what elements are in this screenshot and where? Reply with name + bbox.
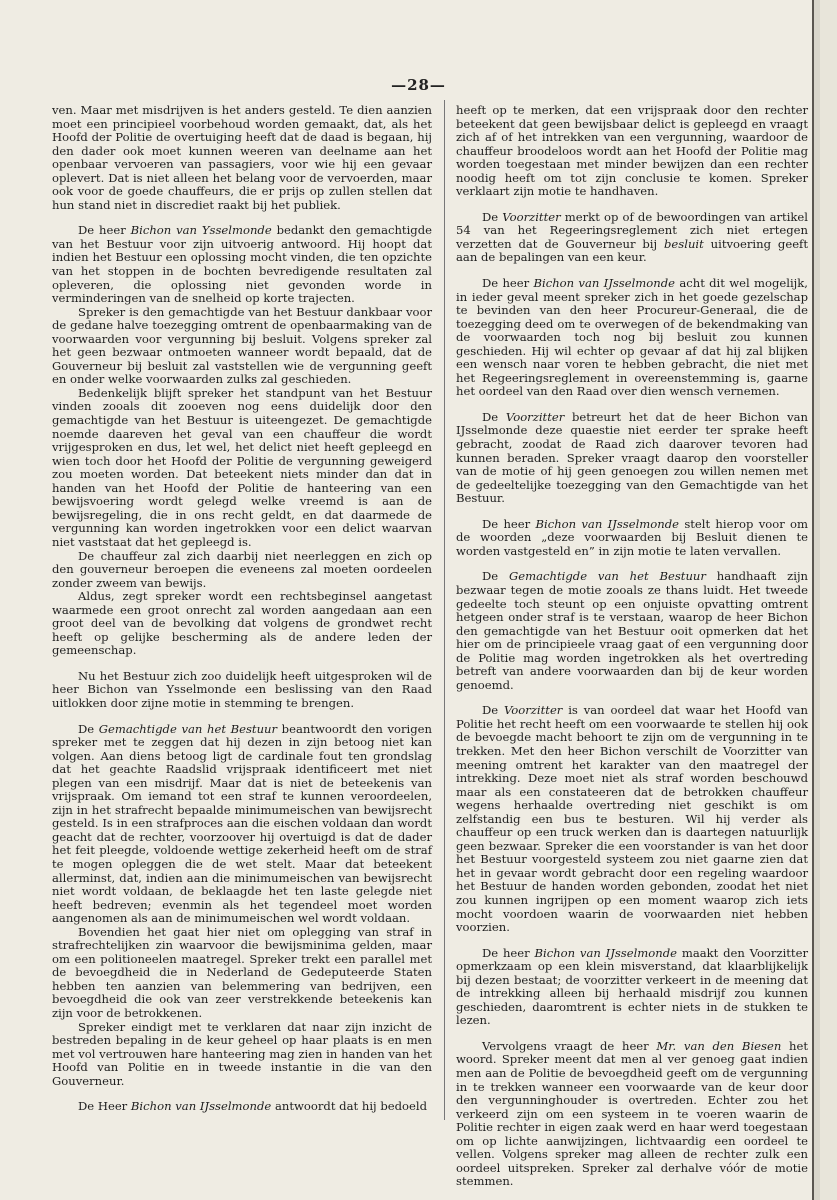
text-run: Spreker eindigt met te verklaren dat naar zijn inzicht de bestreden bepaling in de keur geheel op haar plaats is en men met vol vertrouwen hare hanteering mag zien in handen van het Hoofd van Politie en in tweede instantie in die van den Gouverneur. xyxy=(52,1019,432,1088)
paragraph xyxy=(52,387,432,550)
italic-name: Bichon van IJsselmonde xyxy=(130,1099,272,1114)
page-number: —28— xyxy=(391,76,446,94)
paragraph xyxy=(52,550,432,591)
left-column xyxy=(52,104,432,1114)
italic-name: Mr. van den Biesen xyxy=(656,1038,782,1053)
paragraph xyxy=(456,277,808,399)
text-run: stelt hierop voor om de woorden „deze voorwaarden bij Besluit dienen te worden vastgesteld en” in zijn motie te laten vervallen. xyxy=(456,516,809,558)
text-run: bedankt den gemachtigde van het Bestuur voor zijn uitvoerig antwoord. Hij hoopt dat indien het Bestuur een oplossing mocht vinden, die ten opzichte van het stoppen in de bochten bevredigende resultaten zal opleveren, die oplossing niet gevonden worde in verminderingen van de snelheid op korte trajecten. xyxy=(52,223,433,306)
text-run: Vervolgens vraagt de heer xyxy=(482,1038,657,1053)
paragraph xyxy=(52,670,432,711)
italic-name: besluit xyxy=(664,236,704,251)
text-run: De heer xyxy=(482,516,536,531)
text-run: ven. Maar met misdrijven is het anders gesteld. Te dien aanzien moet een principieel voorbehoud worden gemaakt, dat, als het Hoofd der Politie de overtuiging heeft dat de daad is begaan, hij den dader ook moet kunnen weeren van deelname aan het openbaar vervoeren van passagiers, voor wie hij een gevaar oplevert. Dat is niet alleen het belang voor de vervoerden, maar ook voor de goede chauffeurs, die er prijs op zullen stellen dat hun stand niet in discrediet raakt bij het publiek. xyxy=(52,103,432,212)
text-run: De xyxy=(482,703,504,718)
italic-name: Voorzitter xyxy=(505,409,565,424)
text-run: antwoordt dat hij bedoeld xyxy=(271,1099,427,1114)
text-run: betreurt het dat de heer Bichon van IJsselmonde deze quaestie niet eerder ter sprake heeft gebracht, zoodat de Raad zich daarover tevoren had kunnen beraden. Spreker vraagt daarop den voorsteller van de motie of hij geen genoegen zou willen nemen met de gedeeltelijke toezegging van den Gemachtigde van het Bestuur. xyxy=(456,409,809,506)
italic-name: Voorzitter xyxy=(502,209,561,224)
text-run: Aldus, zegt spreker wordt een rechtsbeginsel aangetast waarmede een groot onrecht zal worden aangedaan aan een groot deel van de bevolking dat volgens de grondwet recht heeft op gelijke bescherming als de andere leden der gemeenschap. xyxy=(52,589,432,658)
column-divider xyxy=(444,100,445,1120)
text-run: De heer xyxy=(78,223,131,238)
text-run: De xyxy=(78,721,99,736)
italic-name: Bichon van IJsselmonde xyxy=(533,276,676,291)
text-run: maakt den Voorzitter opmerkzaam op een klein misverstand, dat klaarblijkelijk bij dezen bestaat; de voorzitter verkeert in de meening dat de intrekking alleen bij herhaald misdrijf zou kunnen geschieden, daaromtrent is echter niets in de stukken te lezen. xyxy=(456,945,808,1028)
paragraph xyxy=(52,224,432,305)
paragraph xyxy=(456,570,808,692)
text-run: merkt op of de bewoordingen van artikel 54 van het Regeeringsreglement zich niet ertegen verzetten dat de Gouverneur bij xyxy=(456,209,809,251)
text-run: De heer xyxy=(482,276,534,291)
text-run: De xyxy=(482,569,509,584)
text-run: uitvoering geeft aan de bepalingen van een keur. xyxy=(456,236,809,265)
right-column xyxy=(456,104,808,1189)
paragraph xyxy=(456,704,808,934)
text-run: De chauffeur zal zich daarbij niet neerleggen en zich op den gouverneur beroepen die eveneens zal moeten oordeelen zonder zweem van bewijs. xyxy=(52,548,432,590)
text-run: Bedenkelijk blijft spreker het standpunt van het Bestuur vinden zooals dit zooeven nog eens duidelijk door den gemachtigde van het Bestuur is uiteengezet. De gemachtigde noemde daareven het geval van een chauffeur die wordt vrijgesproken en dus, let wel, het delict niet heeft gepleegd en wien toch door het Hoofd der Politie de vergunning geweigerd zou moeten worden. Dat beteekent niets minder dan dat in handen van het Hoofd der Politie de hanteering van een bewijsvoering wordt gelegd welke vreemd is aan de bewijsregeling, die in ons recht geldt, en dat daarmede de vergunning kan worden ingetrokken voor een delict waarvan niet vaststaat dat het gepleegd is. xyxy=(52,385,432,549)
text-run: De Heer xyxy=(78,1099,131,1114)
paragraph xyxy=(52,723,432,926)
italic-name: Bichon van IJsselmonde xyxy=(535,516,680,531)
text-run: Nu het Bestuur zich zoo duidelijk heeft uitgesproken wil de heer Bichon van Ysselmonde een beslissing van den Raad uitlokken door zijne motie in stemming te brengen. xyxy=(52,668,432,710)
paragraph xyxy=(52,1021,432,1089)
paragraph xyxy=(52,926,432,1021)
text-run: De xyxy=(482,209,503,224)
italic-name: Voorzitter xyxy=(504,703,563,718)
paragraph xyxy=(456,411,808,506)
paragraph xyxy=(52,104,432,212)
italic-name: Gemachtigde van het Bestuur xyxy=(98,721,278,736)
paragraph xyxy=(456,104,808,199)
italic-name: Bichon van Ysselmonde xyxy=(130,223,272,238)
paragraph xyxy=(456,518,808,559)
text-run: het woord. Spreker meent dat men al ver genoeg gaat indien men aan de Politie de bevoegdheid geeft om de vergunning in te trekken wanneer een voorwaarde van de keur door den vergunninghouder is overtreden. Echter zou het verkeerd zijn om een systeem in te voeren waarin de Politie rechter in eigen zaak werd en haar werd toegestaan om op lichte aanwijzingen, lichtvaardig een oordeel te vellen. Volgens spreker mag alleen de rechter zulk een oordeel uitspreken. Spreker zal derhalve vóór de motie stemmen. xyxy=(456,1038,808,1189)
text-run: is van oordeel dat waar het Hoofd van Politie het recht heeft om een voorwaarde te stellen hij ook de bevoegde macht behoort te zijn om de vergunning in te trekken. Met den heer Bichon verschilt de Voorzitter van meening omtrent het karakter van den maatregel der intrekking. Deze moet niet als straf worden beschouwd maar als een constateeren dat de betrokken chauffeur wegens herhaalde overtreding niet geschikt is om zelfstandig een bus te besturen. Wil hij verder als chauffeur op een truck werken dan is daartegen natuurlijk geen bezwaar. Spreker die een voorstander is van het door het Bestuur voorgesteld systeem zou niet gaarne zien dat het in gevaar wordt gebracht door een regeling waardoor het Bestuur de handen worden gebonden, zoodat het niet zou kunnen ingrijpen op een moment waarop zich iets mocht voordoen waarin de voorwaarden niet hebben voorzien. xyxy=(456,703,809,935)
text-run: Spreker is den gemachtigde van het Bestuur dankbaar voor de gedane halve toezegging omtrent de openbaarmaking van de voorwaarden voor vergunning bij besluit. Volgens spreker zal het geen bezwaar ontmoeten wanneer wordt bepaald, dat de Gouverneur bij besluit zal vaststellen wie de vergunning geeft en onder welke voorwaarden zulks zal geschieden. xyxy=(52,304,432,387)
paragraph xyxy=(52,1100,432,1114)
italic-name: Gemachtigde van het Bestuur xyxy=(509,569,706,584)
paragraph xyxy=(52,306,432,387)
text-run: acht dit wel mogelijk, in ieder geval meent spreker zich in het goede gezelschap te bevinden van den heer Procureur-Generaal, die de toezegging deed om te overwegen of de bekendmaking van de voorwaarden toch nog bij besluit zou kunnen geschieden. Hij wil echter op gevaar af dat hij zal blijken een wensch naar voren te hebben gebracht, die niet met het Regeeringsreglement in overeenstemming is, gaarne het oordeel van den Raad over dien wensch vernemen. xyxy=(456,276,808,399)
text-run: De xyxy=(482,409,506,424)
italic-name: Bichon van IJsselmonde xyxy=(534,945,678,960)
paragraph xyxy=(456,947,808,1028)
paragraph xyxy=(456,1040,808,1189)
paragraph xyxy=(456,211,808,265)
text-run: heeft op te merken, dat een vrijspraak door den rechter beteekent dat geen bewijsbaar delict is gepleegd en vraagt zich af of het intrekken van een vergunning, waardoor de chauffeur broodeloos wordt aan het Hoofd der Politie mag worden toegestaan met minder bewijzen dan een rechter noodig heeft om tot zijn conclusie te komen. Spreker verklaart zijn motie te handhaven. xyxy=(456,103,808,199)
text-run: Bovendien het gaat hier niet om oplegging van straf in strafrechtelijken zin waarvoor die bewijsminima gelden, maar om een politioneelen maatregel. Spreker trekt een parallel met de bevoegdheid die in Nederland de Gedeputeerde Staten hebben ten aanzien van belemmering van bedrijven, een bevoegdheid die ook van zeer verstrekkende beteekenis kan zijn voor de betrokkenen. xyxy=(52,924,432,1020)
text-run: De heer xyxy=(482,945,535,960)
paragraph xyxy=(52,590,432,658)
text-run: handhaaft zijn bezwaar tegen de motie zooals ze thans luidt. Het tweede gedeelte toch steunt op een onjuiste opvatting omtrent hetgeen onder straf is te verstaan, waarop de heer Bichon den gemachtigde van het Bestuur ooit opmerken dat het hier om de principieele vraag gaat of een vergunning door de Politie mag worden ingetrokken als het overtreding betreft van andere voorwaarden dan bij de keur worden genoemd. xyxy=(456,569,809,692)
text-run: beantwoordt den vorigen spreker met te zeggen dat hij dezen in zijn betoog niet kan volgen. Aan diens betoog ligt de cardinale fout ten grondslag dat het geachte Raadslid vrijspraak identificeert met niet plegen van een misdrijf. Maar dat is niet de beteekenis van vrijspraak. Om iemand tot een straf te kunnen veroordeelen, zijn in het strafrecht bepaalde minimumeischen van bewijsrecht gesteld. Is in een strafproces aan die eischen voldaan dan wordt geacht dat de rechter, voorzoover hij overtuigd is dat de dader het feit pleegde, voldoende wettige zekerheid heeft om de straf te mogen opleggen die de wet stelt. Maar dat beteekent allerminst, dat, indien aan die minimumeischen van bewijsrecht niet wordt voldaan, de beklaagde het ten laste gelegde niet heeft bedreven; evenmin als het tegendeel moet worden aangenomen als aan de minimumeischen wel wordt voldaan. xyxy=(52,721,433,926)
adjacent-page-edge xyxy=(812,0,837,1200)
